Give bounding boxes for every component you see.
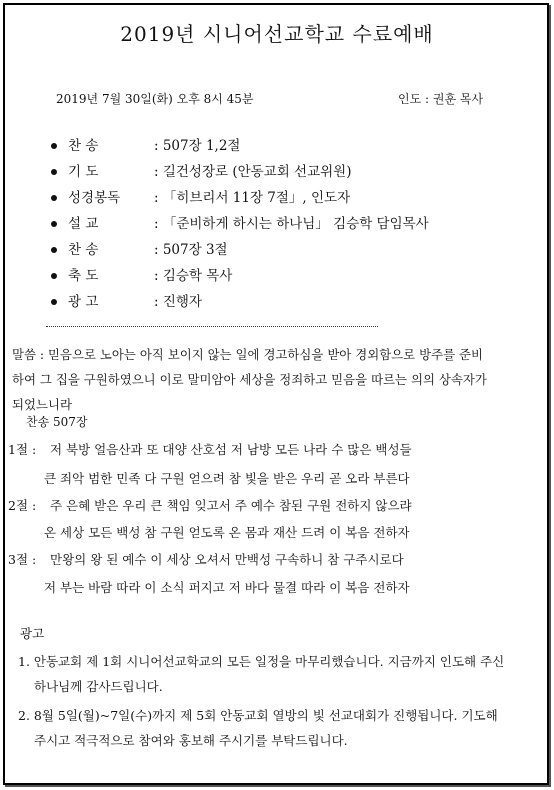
bullet-icon (51, 143, 57, 149)
verse-label: 1절 : (8, 442, 37, 457)
service-datetime: 2019년 7월 30일(화) 오후 8시 45분 (56, 92, 254, 106)
sermon-line: 말씀 : 믿음으로 노아는 아직 보이지 않는 일에 경고하심을 받아 경외함으로 방주를 준비 (12, 347, 483, 362)
order-item-key: 설 교 (68, 216, 99, 232)
order-item-value: : 김승학 목사 (154, 268, 233, 284)
order-item-key: 기 도 (68, 164, 99, 180)
verse-line: 주 은혜 받은 우리 큰 책임 잊고서 주 예수 참된 구원 전하지 않으랴 (50, 498, 412, 513)
announcement-line: 2. 8월 5일(월)~7일(수)까지 제 5회 안동교회 열방의 빛 선교대회가 진행됩니다. 기도해 (18, 708, 498, 723)
dotted-divider (46, 326, 378, 327)
bullet-icon (51, 273, 57, 279)
order-item-key: 찬 송 (68, 242, 99, 258)
verse-line: 저 북방 얼음산과 또 대양 산호섬 저 남방 모든 나라 수 많은 백성들 (50, 442, 412, 457)
verse-line: 온 세상 모든 백성 참 구원 얻도록 온 몸과 재산 드려 이 복음 전하자 (44, 525, 410, 540)
verse-line: 만왕의 왕 된 예수 이 세상 오셔서 만백성 구속하니 참 구주시로다 (50, 552, 404, 567)
announcement-line: 1. 안동교회 제 1회 시니어선교학교의 모든 일정을 마무리했습니다. 지금까지 인도해 주신 (18, 654, 505, 669)
verse-line: 저 부는 바람 따라 이 소식 퍼지고 저 바다 물결 따라 이 복음 전하자 (44, 580, 410, 595)
verse-line: 큰 죄악 범한 민족 다 구원 얻으려 참 빛을 받은 우리 곧 오라 부른다 (44, 471, 410, 486)
verse-label: 3절 : (8, 552, 37, 567)
order-item-key: 광 고 (68, 294, 99, 310)
service-leader: 인도 : 권훈 목사 (398, 92, 484, 106)
bullet-icon (51, 299, 57, 305)
announcement-line: 주시고 적극적으로 참여와 홍보해 주시기를 부탁드립니다. (34, 733, 348, 748)
sermon-line: 되었느니라 (12, 397, 72, 412)
hymn-title: 찬송 507장 (26, 415, 88, 429)
order-item-key: 성경봉독 (68, 190, 121, 206)
order-item-value: : 진행자 (154, 294, 202, 310)
order-item-key: 축 도 (68, 268, 99, 284)
order-item-value: : 길건성장로 (안동교회 선교위원) (154, 164, 352, 180)
order-item-value: : 507장 1,2절 (154, 138, 241, 154)
verse-label: 2절 : (8, 498, 37, 513)
bullet-icon (51, 169, 57, 175)
bullet-icon (51, 247, 57, 253)
bullet-icon (51, 221, 57, 227)
announcements-title: 광고 (20, 626, 45, 641)
order-item-value: : 「히브리서 11장 7절」, 인도자 (154, 190, 351, 206)
page-title: 2019년 시니어선교학교 수료예배 (120, 22, 434, 46)
sermon-scripture (12, 342, 544, 417)
order-item-key: 찬 송 (68, 138, 99, 154)
sermon-line: 하여 그 집을 구원하였으니 이로 말미암아 세상을 정죄하고 믿음을 따르는 의의 상속자가 (12, 372, 487, 387)
order-item-value: : 507장 3절 (154, 242, 228, 258)
order-item-value: : 「준비하게 하시는 하나님」 김승학 담임목사 (154, 216, 429, 232)
bullet-icon (51, 195, 57, 201)
announcement-line: 하나님께 감사드립니다. (34, 679, 163, 694)
